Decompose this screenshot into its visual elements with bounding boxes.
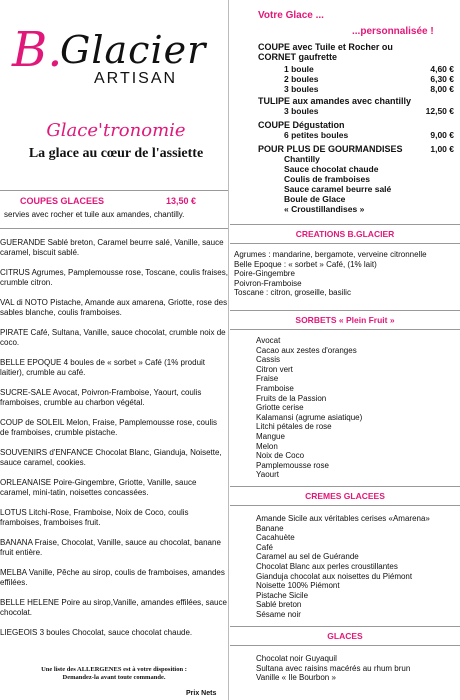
cremes-header: CREMES GLACEES <box>230 486 460 506</box>
list-item <box>0 508 228 528</box>
coupes-list <box>0 238 228 648</box>
coupe-title-line-2: CORNET gaufrette <box>258 52 338 62</box>
list-item: Yaourt <box>256 470 279 480</box>
list-item: Fruits de la Passion <box>256 393 327 403</box>
list-item: Caramel au sel de Guérande <box>256 552 359 562</box>
allergens-line-1: Une liste des ALLERGENES est à votre disposition : <box>41 666 187 673</box>
list-item: Mangue <box>256 431 285 441</box>
price-row <box>284 64 454 74</box>
list-item <box>0 418 228 438</box>
list-item: Café <box>256 542 273 552</box>
price-row <box>284 130 454 140</box>
list-item <box>0 448 228 468</box>
list-item: Cacao aux zestes d'oranges <box>256 345 357 355</box>
price-value: 12,50 € <box>425 106 454 116</box>
list-item <box>0 238 228 258</box>
list-item <box>0 298 228 318</box>
list-item: Amande Sicile aux véritables cerises «Amarena» <box>256 514 430 523</box>
sorbets-header: SORBETS « Plein Fruit » <box>230 310 460 330</box>
logo <box>8 22 207 94</box>
coupe-name: LOTUS <box>0 508 27 517</box>
coupe-desc: Sablé breton, Caramel beurre salé, Vanille, sauce caramel, biscuit sablé. <box>0 238 224 257</box>
allergens-note <box>0 666 228 682</box>
list-item: Vanille « Ile Bourbon » <box>256 673 336 683</box>
list-item: Sésame noir <box>256 609 301 619</box>
list-item: Pistache Sicile <box>256 590 309 600</box>
allergens-line-2: Demandez-la avant toute commande. <box>62 674 166 681</box>
price-label: 2 boules <box>284 74 319 84</box>
list-item: Gianduja chocolat aux noisettes du Piémont <box>256 571 413 581</box>
sorbets-list <box>256 336 456 480</box>
logo-b: B. <box>12 22 63 78</box>
coupes-price: 13,50 € <box>166 196 197 206</box>
coupe-desc: Fraise, Chocolat, Vanille, sauce au chocolat, banane fruit entière. <box>0 538 221 557</box>
coupe-name: BANANA <box>0 538 33 547</box>
list-item <box>0 538 228 558</box>
list-item: Poivron-Framboise <box>234 278 302 288</box>
price-row <box>284 84 454 94</box>
list-item: Sauce caramel beurre salé <box>284 184 392 194</box>
list-item: Noisette 100% Piémont <box>256 581 340 591</box>
logo-glacier: Glacier <box>60 28 207 72</box>
coupe-name: SUCRE-SALE <box>0 388 52 397</box>
coupe-name: ORLEANAISE <box>0 478 52 487</box>
price-value: 4,60 € <box>430 64 454 74</box>
list-item <box>0 388 228 408</box>
gourmandises-block <box>258 144 454 214</box>
price-label: 6 petites boules <box>284 130 349 140</box>
list-item <box>0 478 228 498</box>
coupe-name: BELLE HELENE <box>0 598 60 607</box>
price-value: 8,00 € <box>430 84 454 94</box>
list-item: Sablé breton <box>256 600 302 610</box>
tagline: Glace'tronomie <box>46 120 186 141</box>
price-row <box>284 106 454 116</box>
list-item: Toscane : citron, groseille, basilic <box>234 288 351 298</box>
coupes-description: servies avec rocher et tuile aux amandes, chantilly. <box>4 210 185 219</box>
price-value: 9,00 € <box>430 130 454 140</box>
coupe-name: MELBA <box>0 568 27 577</box>
votre-glace-title: Votre Glace ... <box>258 10 324 21</box>
glaces-list <box>256 654 456 683</box>
creations-list <box>234 250 458 298</box>
list-item: Poire-Gingembre <box>234 269 295 279</box>
list-item: Cacahuète <box>256 533 295 543</box>
list-item: « Croustillandises » <box>284 204 365 214</box>
degustation-title: COUPE Dégustation <box>258 120 345 130</box>
list-item: Citron vert <box>256 364 293 374</box>
degustation-block <box>258 120 454 140</box>
list-item: Framboise <box>256 383 294 393</box>
coupe-name: SOUVENIRS d'ENFANCE <box>0 448 94 457</box>
list-item: Cassis <box>256 355 281 365</box>
list-item: Noix de Coco <box>256 451 305 461</box>
list-item: Griotte cerise <box>256 403 304 413</box>
coupe-desc: 3 boules Chocolat, sauce chocolat chaude. <box>39 628 193 637</box>
list-item <box>0 568 228 588</box>
glaces-header: GLACES <box>230 626 460 646</box>
coupe-name: VAL di NOTO <box>0 298 48 307</box>
coupe-name: COUP de SOLEIL <box>0 418 65 427</box>
list-item: Melon <box>256 441 278 451</box>
list-item: Litchi pétales de rose <box>256 422 332 432</box>
coupe-desc: Pistache, Amande aux amarena, Griotte, rose des sables blanche, coulis framboises. <box>0 298 228 317</box>
list-item: Banane <box>256 523 284 533</box>
list-item <box>0 328 228 348</box>
list-item <box>0 268 228 288</box>
coupe-desc: 4 boules de « sorbet » Café (1% produit laitier), crumble au café. <box>0 358 206 377</box>
list-item: Chantilly <box>284 154 320 164</box>
coupe-desc: Agrumes, Pamplemousse rose, Toscane, coulis fraises, crumble citron. <box>0 268 228 287</box>
price-value: 6,30 € <box>430 74 454 84</box>
coupe-desc: Poire-Gingembre, Griotte, Vanille, sauce caramel, mini-tatin, noisettes concassées. <box>0 478 197 497</box>
list-item: Chocolat noir Guyaquil <box>256 654 337 663</box>
coupe-desc: Litchi-Rose, Framboise, Noix de Coco, coulis framboises, framboises fruit. <box>0 508 189 527</box>
coupe-name: GUERANDE <box>0 238 46 247</box>
coupe-desc: Café, Sultana, Vanille, sauce chocolat, crumble noix de coco. <box>0 328 226 347</box>
coupe-price-rows <box>258 64 454 94</box>
coupe-desc: Poire au sirop,Vanille, amandes effilées, sauce chocolat. <box>0 598 227 617</box>
gourmandises-price: 1,00 € <box>430 144 454 154</box>
list-item: Belle Epoque : « sorbet » Café, (1% lait) <box>234 259 377 269</box>
coupe-name: PIRATE <box>0 328 29 337</box>
coupe-title-line-1: COUPE avec Tuile et Rocher ou <box>258 42 393 52</box>
logo-artisan: ARTISAN <box>94 70 178 87</box>
cremes-list <box>256 514 456 620</box>
list-item <box>0 358 228 378</box>
divider <box>0 228 228 229</box>
degustation-price-rows <box>258 130 454 140</box>
list-item: Kalamansi (agrume asiatique) <box>256 412 363 422</box>
subtitle: La glace au cœur de l'assiette <box>28 146 204 161</box>
coupe-name: CITRUS <box>0 268 30 277</box>
price-label: 1 boule <box>284 64 314 74</box>
personnalisee-title: ...personnalisée ! <box>352 26 434 37</box>
price-label: 3 boules <box>284 84 319 94</box>
divider <box>0 190 228 191</box>
tulipe-title: TULIPE aux amandes avec chantilly <box>258 96 412 106</box>
coupe-desc: Chocolat Blanc, Gianduja, Noisette, sauce caramel, cookies. <box>0 448 222 467</box>
list-item: Coulis de framboises <box>284 174 370 184</box>
list-item: Pamplemousse rose <box>256 460 329 470</box>
list-item: Boule de Glace <box>284 194 346 204</box>
list-item <box>0 628 228 638</box>
price-label: 3 boules <box>284 106 319 116</box>
list-item: Sultana avec raisins macérés au rhum brun <box>256 663 411 673</box>
creations-header: CREATIONS B.GLACIER <box>230 224 460 244</box>
list-item: Chocolat Blanc aux perles croustillantes <box>256 561 398 571</box>
gourmandises-header <box>258 144 454 154</box>
prix-nets: Prix Nets <box>186 690 217 697</box>
coupe-desc: Vanille, Pêche au sirop, coulis de framboises, amandes effilées. <box>0 568 225 587</box>
list-item: Avocat <box>256 336 281 345</box>
list-item <box>0 598 228 618</box>
list-item: Fraise <box>256 374 279 384</box>
gourmandises-title: POUR PLUS DE GOURMANDISES <box>258 144 403 154</box>
coupe-desc: Avocat, Poivron-Framboise, Yaourt, coulis framboises, crumble au charbon végétal. <box>0 388 202 407</box>
gourmandises-list <box>258 154 454 214</box>
list-item: Sauce chocolat chaude <box>284 164 379 174</box>
coupe-name: BELLE EPOQUE <box>0 358 62 367</box>
tulipe-price-rows <box>258 106 454 116</box>
tulipe-block <box>258 96 454 116</box>
coupe-name: LIEGEOIS <box>0 628 38 637</box>
coupes-title: COUPES GLACEES <box>20 196 105 206</box>
price-row <box>284 74 454 84</box>
coupe-desc: Melon, Fraise, Pamplemousse rose, coulis de framboises, crumble pistache. <box>0 418 217 437</box>
list-item: Agrumes : mandarine, bergamote, verveine citronnelle <box>234 250 427 259</box>
coupe-cornet-block <box>258 42 454 94</box>
